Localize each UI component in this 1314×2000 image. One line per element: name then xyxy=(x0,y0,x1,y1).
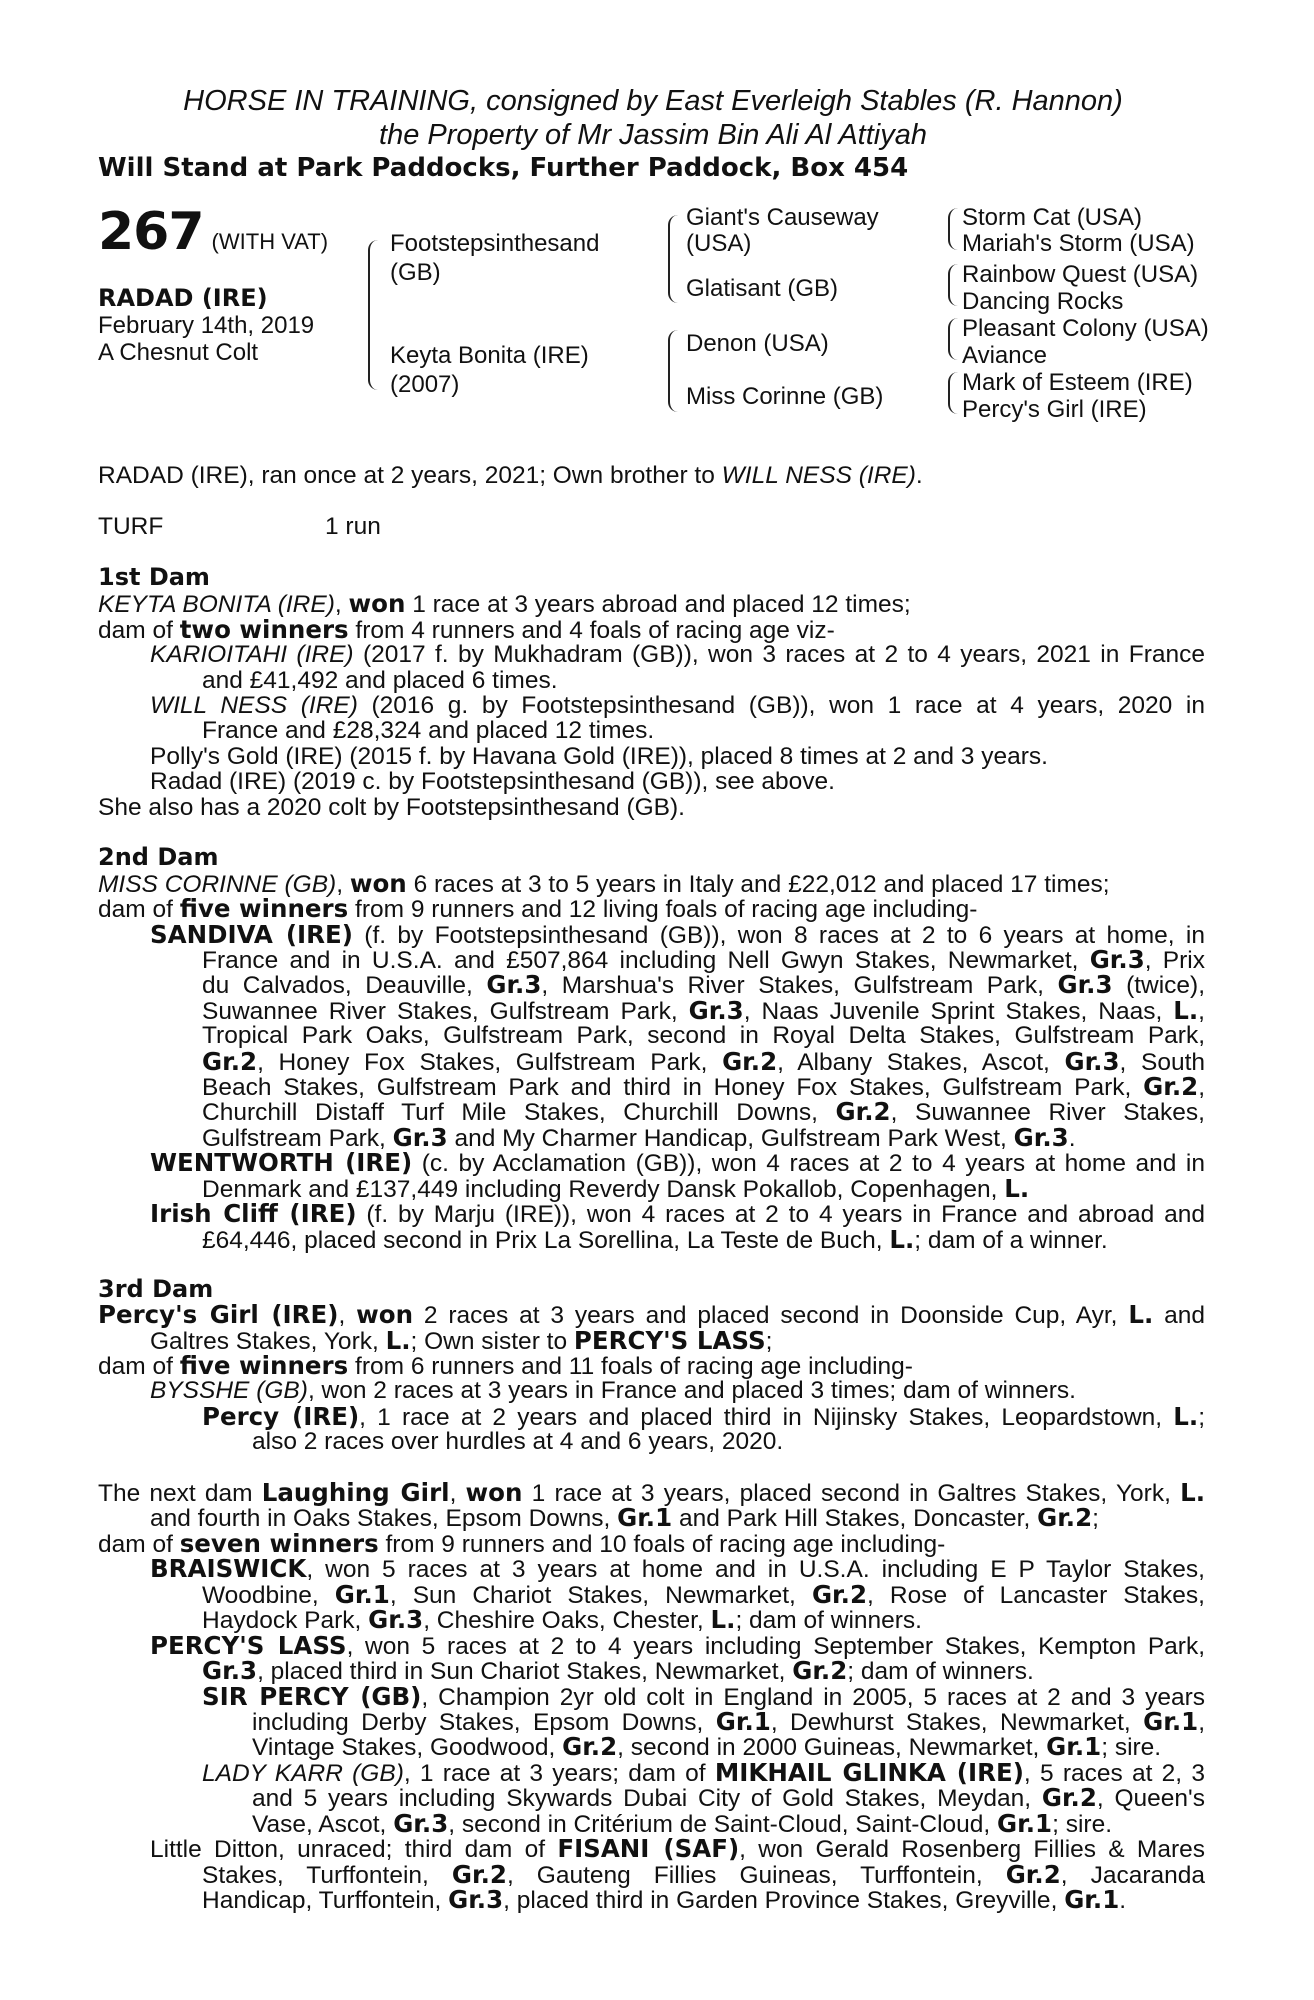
sires-sire: Giant's Causeway xyxy=(686,204,879,231)
grade: Gr.3 xyxy=(448,1885,504,1914)
produce-name: BRAISWICK xyxy=(150,1554,307,1583)
owner-line: the Property of Mr Jassim Bin Ali Al Attiyah xyxy=(379,119,927,151)
grade: Gr.3 xyxy=(1013,1123,1069,1152)
grade: Gr.1 xyxy=(1046,1732,1102,1761)
grade: Gr.2 xyxy=(811,1580,867,1609)
text: (2017 f. by Mukhadram (GB)), won 3 races at 2 to 4 years, 2021 in France xyxy=(353,641,1205,668)
sandiva-line-3 xyxy=(202,972,1205,999)
grade: Gr.3 xyxy=(486,970,542,999)
horse-dob: February 14th, 2019 xyxy=(98,312,315,339)
grade: Gr.2 xyxy=(202,1047,258,1076)
grade: Gr.1 xyxy=(617,1503,673,1532)
first-dam-heading: 1st Dam xyxy=(98,563,210,591)
grade: Gr.2 xyxy=(451,1860,507,1889)
produce-name: WENTWORTH (IRE) xyxy=(150,1148,413,1177)
grade: Gr.1 xyxy=(1143,1707,1199,1736)
grandparent-7: Mark of Esteem (IRE) xyxy=(962,369,1193,396)
text: ; dam of winners. xyxy=(735,1607,922,1634)
text: , Dewhurst Stakes, Newmarket, xyxy=(770,1709,1144,1736)
grade: Gr.2 xyxy=(722,1047,778,1076)
percys-lass-line-2 xyxy=(202,1658,1034,1685)
pedigree-brace-4 xyxy=(948,208,958,250)
sep: , xyxy=(449,1480,466,1507)
braiswick-line-3 xyxy=(202,1607,922,1634)
text: (c. by Acclamation (GB)), won 4 races at 2 to 4 years at home and in xyxy=(412,1150,1206,1177)
sires-dam: Glatisant (GB) xyxy=(686,275,839,302)
sandiva-line-5: Tropical Park Oaks, Gulfstream Park, second in Royal Delta Stakes, Gulfstream Park, xyxy=(202,1022,1205,1049)
text: Galtres Stakes, York, xyxy=(150,1328,386,1355)
grandparent-1: Storm Cat (USA) xyxy=(962,204,1143,231)
text: , 1 race at 2 years and placed third in Nijinsky Stakes, Leopardstown, xyxy=(359,1404,1174,1431)
produce-name: FISANI (SAF) xyxy=(557,1834,740,1863)
pedigree-brace-6 xyxy=(948,318,958,360)
lot-number: 267 xyxy=(98,202,204,262)
text: , Marshua's River Stakes, Gulfstream Park, xyxy=(541,972,1058,999)
pedigree-brace-5 xyxy=(948,264,958,306)
text: , Honey Fox Stakes, Gulfstream Park, xyxy=(257,1049,723,1076)
grandparent-4: Dancing Rocks xyxy=(962,288,1124,315)
text: Vase, Ascot, xyxy=(252,1811,394,1838)
bysshe-line xyxy=(150,1378,1076,1404)
grandparent-3: Rainbow Quest (USA) xyxy=(962,261,1199,288)
third-dam-line-3 xyxy=(98,1353,913,1380)
grade: Gr.1 xyxy=(334,1580,390,1609)
grade: Gr.1 xyxy=(715,1707,771,1736)
dam-name: KEYTA BONITA (IRE) xyxy=(98,591,335,618)
produce-4: Radad (IRE) (2019 c. by Footstepsinthesand (GB)), see above. xyxy=(150,768,835,795)
intro-end: . xyxy=(915,462,923,489)
lot-number-block xyxy=(98,202,328,262)
pedigree-brace-2 xyxy=(668,215,679,303)
dam-name: Laughing Girl xyxy=(261,1478,450,1507)
produce-name: BYSSHE (GB) xyxy=(150,1377,308,1404)
text: , won 5 races at 2 to 4 years including September Stakes, Kempton Park, xyxy=(346,1633,1205,1660)
winners-count: two winners xyxy=(179,615,349,644)
produce-name: Irish Cliff (IRE) xyxy=(150,1199,357,1228)
produce-3: Polly's Gold (IRE) (2015 f. by Havana Gold (IRE)), placed 8 times at 2 and 3 years. xyxy=(150,743,1048,770)
grade: Gr.3 xyxy=(1064,1047,1120,1076)
produce-2-line-2: France and £28,324 and placed 12 times. xyxy=(202,717,655,744)
text: 6 races at 3 to 5 years in Italy and £22,012 and placed 17 times; xyxy=(406,871,1110,898)
winners-count: five winners xyxy=(179,894,349,923)
turf-runs: 1 run xyxy=(325,513,381,540)
race-record-intro xyxy=(98,463,923,489)
text: Suwannee River Stakes, Gulfstream Park, xyxy=(202,998,689,1025)
won: won xyxy=(356,1300,414,1329)
text: and My Charmer Handicap, Gulfstream Park West, xyxy=(447,1125,1014,1152)
sir-percy-line-3 xyxy=(252,1734,1161,1761)
text: France and in U.S.A. and £507,864 including Nell Gwyn Stakes, Newmarket, xyxy=(202,947,1090,974)
text: dam of xyxy=(98,1531,180,1558)
text: and Park Hill Stakes, Doncaster, xyxy=(672,1505,1038,1532)
listed: L. xyxy=(710,1605,736,1634)
text: ; Own sister to xyxy=(410,1328,574,1355)
text: (f. by Marju (IRE)), won 4 races at 2 to 4 years in France and abroad and xyxy=(356,1201,1205,1228)
braiswick-line-2 xyxy=(202,1582,1205,1609)
text: and fourth in Oaks Stakes, Epsom Downs, xyxy=(150,1505,618,1532)
text: ; sire. xyxy=(1101,1734,1162,1761)
little-ditton-line-1 xyxy=(150,1836,1205,1863)
winners-count: five winners xyxy=(179,1351,349,1380)
listed: L. xyxy=(1004,1174,1030,1203)
text: du Calvados, Deauville, xyxy=(202,972,487,999)
wentworth-line-1 xyxy=(150,1150,1205,1177)
text: ; xyxy=(1092,1505,1099,1532)
listed: L. xyxy=(889,1225,915,1254)
produce-name: LADY KARR (GB) xyxy=(202,1760,404,1787)
sire-country: (GB) xyxy=(390,259,441,286)
dam-name: Percy's Girl (IRE) xyxy=(98,1300,339,1329)
grade: Gr.1 xyxy=(1064,1885,1120,1914)
dam-name: MISS CORINNE (GB) xyxy=(98,871,337,898)
sandiva-line-2 xyxy=(202,947,1205,974)
produce-name: KARIOITAHI (IRE) xyxy=(150,641,354,668)
text: from 9 runners and 12 living foals of racing age including- xyxy=(348,896,978,923)
text: dam of xyxy=(98,896,180,923)
location-line: Will Stand at Park Paddocks, Further Paddock, Box 454 xyxy=(98,153,909,183)
third-dam-line-1 xyxy=(98,1302,1205,1329)
pedigree-brace-7 xyxy=(948,372,958,414)
dams-dam: Miss Corinne (GB) xyxy=(686,383,884,410)
grade: Gr.2 xyxy=(1037,1503,1093,1532)
listed: L. xyxy=(1180,1478,1205,1507)
produce-1-line-2: and £41,492 and placed 6 times. xyxy=(202,667,558,694)
text: . xyxy=(1119,1887,1127,1914)
irish-cliff-line-1 xyxy=(150,1201,1205,1228)
produce-name: MIKHAIL GLINKA (IRE) xyxy=(714,1758,1024,1787)
grade: Gr.2 xyxy=(562,1732,618,1761)
grade: Gr.2 xyxy=(835,1097,891,1126)
text: , Albany Stakes, Ascot, xyxy=(777,1049,1065,1076)
produce-name: SIR PERCY (GB) xyxy=(202,1682,422,1711)
next-dam-line-2 xyxy=(150,1505,1099,1532)
text: , won 5 races at 3 years at home and in U.S.A. including E P Taylor Stakes, xyxy=(306,1556,1205,1583)
text: , xyxy=(1198,1709,1205,1736)
text: (twice), xyxy=(1112,972,1206,999)
little-ditton-line-2 xyxy=(202,1862,1205,1889)
first-dam-line-1 xyxy=(98,591,911,618)
text: . xyxy=(1068,1125,1076,1152)
irish-cliff-line-2 xyxy=(202,1227,1108,1254)
text: Woodbine, xyxy=(202,1582,335,1609)
percy-line-1 xyxy=(202,1404,1205,1431)
text: ; dam of a winner. xyxy=(914,1227,1108,1254)
grandparent-6: Aviance xyxy=(962,342,1047,369)
won: won xyxy=(348,589,406,618)
produce-1-line-1 xyxy=(150,642,1205,668)
text: , Naas Juvenile Sprint Stakes, Naas, xyxy=(743,998,1174,1025)
text: , Cheshire Oaks, Chester, xyxy=(423,1607,711,1634)
text: , Gauteng Fillies Guineas, Turffontein, xyxy=(506,1862,1006,1889)
grandparent-5: Pleasant Colony (USA) xyxy=(962,315,1209,342)
sires-sire-country: (USA) xyxy=(686,230,752,257)
text: Denmark and £137,449 including Reverdy Dansk Pokallob, Copenhagen, xyxy=(202,1176,1005,1203)
text: and xyxy=(1153,1302,1205,1329)
text: , won 2 races at 3 years in France and placed 3 times; dam of winners. xyxy=(307,1377,1076,1404)
text: (2016 g. by Footstepsinthesand (GB)), won 1 race at 4 years, 2020 in xyxy=(357,692,1205,719)
produce-name: SANDIVA (IRE) xyxy=(150,920,353,949)
listed: L. xyxy=(385,1326,411,1355)
text: 1 race at 3 years abroad and placed 12 times; xyxy=(405,591,911,618)
braiswick-line-1 xyxy=(150,1556,1205,1583)
grade: Gr.2 xyxy=(1143,1072,1199,1101)
text: (f. by Footstepsinthesand (GB)), won 8 races at 2 to 6 years at home, in xyxy=(352,922,1206,949)
text: including Derby Stakes, Epsom Downs, xyxy=(252,1709,716,1736)
intro-text: RADAD (IRE), ran once at 2 years, 2021; Own brother to xyxy=(98,462,722,489)
dam-name: Keyta Bonita (IRE) xyxy=(390,342,589,369)
text: , second in Critérium de Saint-Cloud, Saint-Cloud, xyxy=(448,1811,998,1838)
text: £64,446, placed second in Prix La Sorellina, La Teste de Buch, xyxy=(202,1227,890,1254)
sister-name: PERCY'S LASS xyxy=(573,1326,766,1355)
lady-karr-line-2 xyxy=(252,1785,1205,1812)
sep: , xyxy=(336,871,350,898)
sandiva-line-6 xyxy=(202,1049,1205,1076)
grade: Gr.2 xyxy=(792,1656,848,1685)
grandparent-8: Percy's Girl (IRE) xyxy=(962,396,1147,423)
sandiva-line-4 xyxy=(202,998,1205,1025)
text: Vintage Stakes, Goodwood, xyxy=(252,1734,563,1761)
percy-line-2: also 2 races over hurdles at 4 and 6 years, 2020. xyxy=(252,1428,784,1455)
sandiva-line-1 xyxy=(150,922,1205,949)
sep: , xyxy=(334,591,349,618)
text: , second in 2000 Guineas, Newmarket, xyxy=(617,1734,1047,1761)
text: Gulfstream Park, xyxy=(202,1125,393,1152)
text: from 9 runners and 10 foals of racing age including- xyxy=(378,1531,946,1558)
listed: L. xyxy=(1173,996,1199,1025)
text: , xyxy=(1198,998,1205,1025)
text: Little Ditton, unraced; third dam of xyxy=(150,1836,558,1863)
text: 2 races at 3 years and placed second in Doonside Cup, Ayr, xyxy=(413,1302,1129,1329)
text: , won Gerald Rosenberg Fillies & Mares xyxy=(739,1836,1205,1863)
horse-details xyxy=(98,285,314,366)
text: ; sire. xyxy=(1052,1811,1113,1838)
sandiva-line-8 xyxy=(202,1099,1205,1126)
vat-note: (WITH VAT) xyxy=(211,229,329,254)
second-dam-line-2 xyxy=(98,896,977,923)
produce-name: WILL NESS (IRE) xyxy=(150,692,358,719)
text: Beach Stakes, Gulfstream Park and third in Honey Fox Stakes, Gulfstream Park, xyxy=(202,1074,1144,1101)
text: ; xyxy=(765,1328,773,1355)
text: Handicap, Turffontein, xyxy=(202,1887,449,1914)
listed: L. xyxy=(1128,1300,1154,1329)
sandiva-line-7 xyxy=(202,1074,1205,1101)
first-dam-line-2 xyxy=(98,617,835,644)
grade: Gr.3 xyxy=(368,1605,424,1634)
horse-name: RADAD (IRE) xyxy=(98,284,268,312)
produce-name: Percy (IRE) xyxy=(202,1402,360,1431)
pedigree-brace-3 xyxy=(668,330,679,412)
text: , South xyxy=(1119,1049,1206,1076)
text: , Queen's xyxy=(1096,1785,1205,1812)
text: , 1 race at 3 years; dam of xyxy=(403,1760,715,1787)
text: , Jacaranda xyxy=(1060,1862,1205,1889)
grade: Gr.3 xyxy=(392,1123,448,1152)
text: , placed third in Garden Province Stakes, Greyville, xyxy=(503,1887,1065,1914)
dam-year: (2007) xyxy=(390,371,460,398)
text: , Rose of Lancaster Stakes, xyxy=(867,1582,1205,1609)
grade: Gr.2 xyxy=(1041,1783,1097,1812)
text: , Champion 2yr old colt in England in 2005, 5 races at 2 and 3 years xyxy=(421,1684,1205,1711)
grandparent-2: Mariah's Storm (USA) xyxy=(962,230,1195,257)
won: won xyxy=(349,869,407,898)
sep: , xyxy=(338,1302,357,1329)
winners-count: seven winners xyxy=(179,1529,379,1558)
text: 1 race at 3 years, placed second in Galtres Stakes, York, xyxy=(522,1480,1181,1507)
grade: Gr.3 xyxy=(688,996,744,1025)
text: , Prix xyxy=(1144,947,1205,974)
grade: Gr.3 xyxy=(1057,970,1113,999)
sir-percy-line-1 xyxy=(202,1684,1205,1711)
text: from 4 runners and 4 foals of racing age viz- xyxy=(348,617,835,644)
lot-header xyxy=(98,84,1208,184)
produce-2-line-1 xyxy=(150,693,1205,719)
text: dam of xyxy=(98,617,180,644)
text: and 5 years including Skywards Dubai City of Gold Stakes, Meydan, xyxy=(252,1785,1042,1812)
text: , 5 races at 2, 3 xyxy=(1023,1760,1205,1787)
produce-note: She also has a 2020 colt by Footstepsinthesand (GB). xyxy=(98,794,685,821)
grade: Gr.3 xyxy=(1089,945,1145,974)
grade: Gr.3 xyxy=(202,1656,258,1685)
turf-label: TURF xyxy=(98,513,164,540)
dams-sire: Denon (USA) xyxy=(686,330,829,357)
sire-name: Footstepsinthesand xyxy=(390,230,600,257)
text: , xyxy=(1198,1074,1205,1101)
text: , placed third in Sun Chariot Stakes, Newmarket, xyxy=(257,1658,793,1685)
pedigree-brace-1 xyxy=(368,240,380,390)
third-dam-heading: 3rd Dam xyxy=(98,1275,214,1303)
grade: Gr.2 xyxy=(1005,1860,1061,1889)
text: ; xyxy=(1198,1404,1205,1431)
text: The next dam xyxy=(98,1480,262,1507)
text: Stakes, Turffontein, xyxy=(202,1862,452,1889)
second-dam-heading: 2nd Dam xyxy=(98,843,219,871)
produce-name: PERCY'S LASS xyxy=(150,1631,347,1660)
percys-lass-line-1 xyxy=(150,1633,1205,1660)
text: from 6 runners and 11 foals of racing age including- xyxy=(348,1353,913,1380)
horse-description: A Chesnut Colt xyxy=(98,339,259,366)
text: ; dam of winners. xyxy=(847,1658,1034,1685)
little-ditton-line-3 xyxy=(202,1887,1126,1914)
text: Churchill Distaff Turf Mile Stakes, Churchill Downs, xyxy=(202,1099,836,1126)
intro-brother: WILL NESS (IRE) xyxy=(721,462,916,489)
grade: Gr.1 xyxy=(997,1809,1053,1838)
text: , Sun Chariot Stakes, Newmarket, xyxy=(389,1582,812,1609)
listed: L. xyxy=(1173,1402,1199,1431)
text: , Suwannee River Stakes, xyxy=(890,1099,1205,1126)
grade: Gr.3 xyxy=(393,1809,449,1838)
text: dam of xyxy=(98,1353,180,1380)
won: won xyxy=(465,1478,523,1507)
consignor-line: HORSE IN TRAINING, consigned by East Everleigh Stables (R. Hannon) xyxy=(183,85,1123,117)
text: Haydock Park, xyxy=(202,1607,369,1634)
